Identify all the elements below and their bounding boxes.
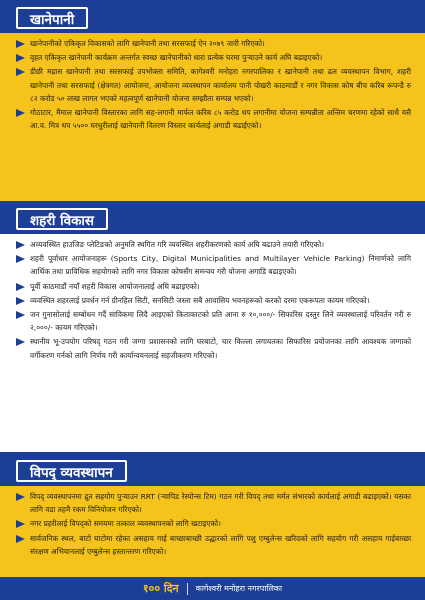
list-item xyxy=(16,51,411,64)
triangle-arrow-bullet-icon xyxy=(16,241,25,249)
triangle-arrow-bullet-icon xyxy=(16,297,25,305)
list-item-text: खानेपानीको एकिकृत विकासको लागि खानेपानी तथा सरसफाई ऐन २०७९ जारी गरिएको। xyxy=(30,39,265,48)
section-heading-urban-development: शहरी विकास xyxy=(16,208,108,230)
list-item xyxy=(16,335,411,361)
triangle-arrow-bullet-icon xyxy=(16,68,25,76)
triangle-arrow-bullet-icon xyxy=(16,520,25,528)
list-item xyxy=(16,252,411,278)
list-item xyxy=(16,490,411,516)
page-footer xyxy=(0,577,425,600)
list-item-text: व्यवस्थित शहरलाई प्रवर्धन गर्न ग्रीनहिल सिटी, सनसिटी जस्ता सबै आवासिय भवनहरूको करको दरमा एकरूपता कायम गरिएको। xyxy=(30,295,370,305)
list-item-text: गोठाटार, मैमाल खानेपानी विस्तारका लागि सह-लगानी मार्फत करिब ८५ करोड थप लगानीमा योजना सम्पन्नीता अन्तिम चरणमा रहेको साथै यसै आ.व. मित्र थप ५५०० घरधुरीलाई खानेपानी वितरण विस्तार कार्यलाई अगाडी बढाईएको। xyxy=(30,108,411,131)
list-item-text: विपद् व्यवस्थापनमा द्रुत सहयोग पुऱ्याउन RRT (ऱ्यापिड रेस्पोन्स टिम) गठन गरी विपद् तथा मर्मत संभारको कार्यलाई अगाडी बढाइएको। यसका लागि वडा तहमै रकम विनियोजन गरिएको। xyxy=(30,492,411,515)
triangle-arrow-bullet-icon xyxy=(16,338,25,346)
list-item xyxy=(16,280,411,293)
list-item xyxy=(16,37,411,50)
list-item xyxy=(16,532,411,558)
list-item-text: जन गुनासोलाई सम्बोधन गर्दै साविकमा लिदै आइएको किताकाटको प्रति आना रु १०,०००/- सिफारिस दस्तुर लिने व्यवस्थालाई परिवर्तन गरी रु २,०००/- कायम गरिएको। xyxy=(30,310,411,333)
list-item xyxy=(16,294,411,307)
triangle-arrow-bullet-icon xyxy=(16,493,25,501)
triangle-arrow-bullet-icon xyxy=(16,54,25,62)
section-panel-disaster-management xyxy=(0,486,425,577)
list-item xyxy=(16,106,411,132)
triangle-arrow-bullet-icon xyxy=(16,109,25,117)
section-panel-urban-development xyxy=(0,234,425,452)
footer-brand: १०० दिन xyxy=(142,582,179,595)
list-item xyxy=(16,65,411,105)
bullet-list xyxy=(16,37,411,132)
triangle-arrow-bullet-icon xyxy=(16,311,25,319)
list-item-text: शहरी पूर्वाधार आयोजनाहरू (Sports City, Digital Municipalities and Multilayer Vehicle Parking) निमार्णको लागि आर्थिक तथा प्राविधिक सहयोगको लागि नगर विकास कोषसँग समन्वय गरी योजना अगाडि बढाइएको। xyxy=(30,254,411,277)
triangle-arrow-bullet-icon xyxy=(16,283,25,291)
list-item-text: सार्वजनिक स्थल, बाटो घाटोमा रहेका असहाय गाई बाच्छाबाच्छी उद्धारको लागि पशु एम्बुलेन्स खरिदको लागि सहयोग गरी असहाय गाईबाच्छा संरक्षण अभियानलाई एम्बुलेन्स हस्तान्तरण गरिएको। xyxy=(30,533,411,556)
list-item-text: स्थानीय भू-उपयोग परिषद् गठन गरी जग्गा प्रशासनको लागि घरबाटो, चार किल्ला लगायतका सिफारिस प्रयोजनका लागि आवश्यक जग्गाको वर्गीकरण गर्नको लागि निर्णय गरी कार्यान्वयनलाई सहजीकरण गरिएको। xyxy=(30,337,411,360)
list-item-text: अव्यवस्थित हाउजिङ प्लेटिङको अनुमति स्थगित गरि व्यवस्थित शहरीकरणको कार्य अघि बढाउने तयारी गरिएको। xyxy=(30,240,325,249)
triangle-arrow-bullet-icon xyxy=(16,535,25,543)
list-item-text: नगर प्रहरीलाई विपद्को समयमा तत्काल व्यवस्थापनको लागि खटाइएको। xyxy=(30,519,221,529)
list-item xyxy=(16,238,411,251)
section-heading-water: खानेपानी xyxy=(16,7,88,29)
bullet-list xyxy=(16,490,411,558)
triangle-arrow-bullet-icon xyxy=(16,255,25,263)
footer-organization: कागेश्वरी मनोहरा नगरपालिका xyxy=(195,584,283,593)
section-heading-disaster-management: विपद् व्यवस्थापन xyxy=(16,460,127,482)
section-panel-water xyxy=(0,33,425,201)
triangle-arrow-bullet-icon xyxy=(16,40,25,48)
list-item xyxy=(16,308,411,334)
list-item-text: वृहत एकिकृत खानेपानी कार्यक्रम अन्तर्गत स्वच्छ खानेपानीको धारा प्रत्येक घरमा पुऱ्याउने कार्य अघि बढाइएको। xyxy=(30,53,323,63)
bullet-list xyxy=(16,238,411,362)
list-item xyxy=(16,517,411,530)
list-item-text: डीछी मद्रास खानेपानी तथा सरसफाई उपभोक्ता समिति, कागेश्वरी मनोहरा नगरपालिका र खानेपानी तथा ढल व्यवस्थापन विभाग, शहरी खानेपानी तथा सरसफाई (क्षेत्रगत) आयोजना, आयोजना व्यवस्थापन कार्यालय पानी पोखरी काठमाडौं र नगर विकास कोष बीच करिब रूपन्डै रु ८२ करोड ५० लाख लागत भएको महत्वपूर्ण खानेपानी योजना सम्झौता सम्पन्न भएको। xyxy=(30,67,411,103)
list-item-text: पूर्वी काठमाडौं नयाँ शहरी विकास आयोजनालाई अघि बढाइएको। xyxy=(30,281,200,291)
footer-divider xyxy=(187,583,188,595)
